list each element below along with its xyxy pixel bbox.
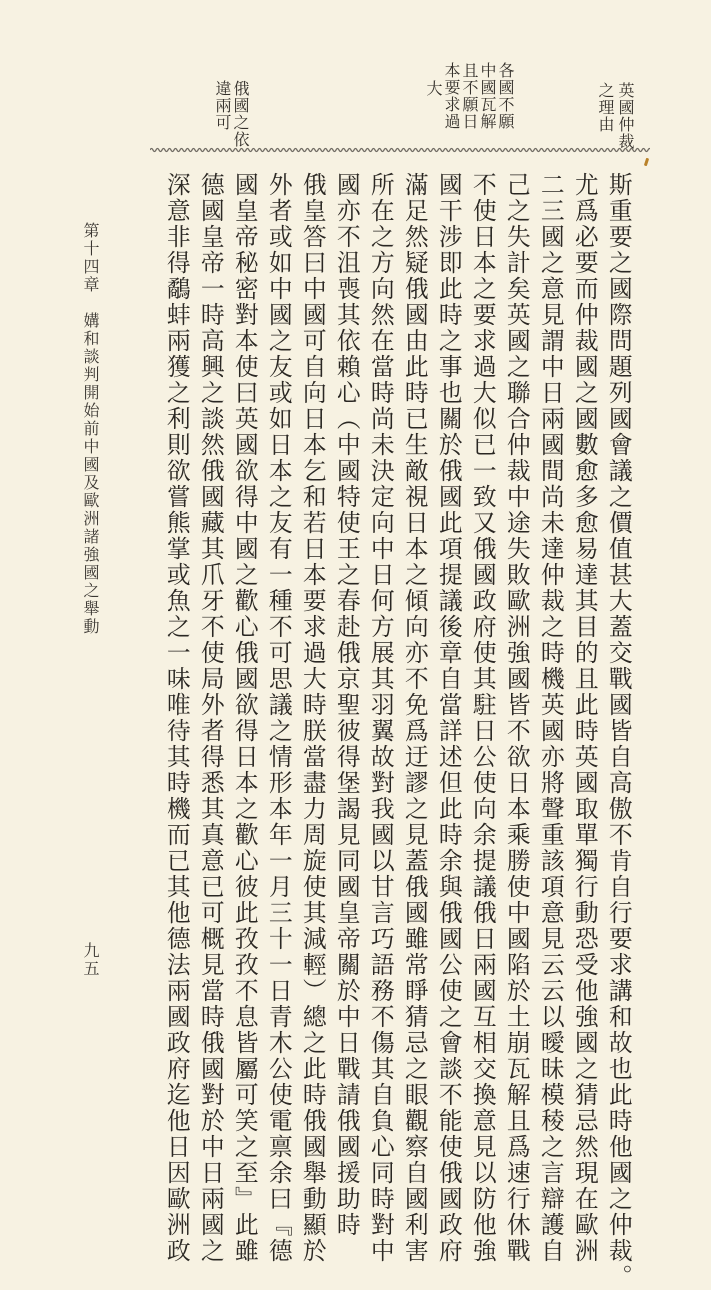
text-column: 斯重要之國際問題列國會議之價值甚大蓋交戰國皆自高傲不肯自行要求講和故也此時他國之仲裁。 (604, 172, 633, 1290)
ink-speck (644, 158, 649, 167)
margin-note: 大 (424, 80, 443, 97)
margin-note: 各國不願 (496, 62, 515, 130)
page-number: 九五 (81, 942, 100, 978)
margin-note: 本要求過 (442, 62, 461, 130)
text-column: 所在之方向然在當時尚未決定向中日何方展其羽翼故對我國以甘言巧語務不傷其自負心同時對中 (366, 172, 395, 1264)
text-column: 滿足然疑俄國由此時已生敵視日本之傾向亦不免爲迂謬之見蓋俄國雖常睜猜忌之眼觀察自國利害 (400, 172, 429, 1264)
text-column: 不使日本之要求過大似已一致又俄國政府使其駐日公使向余提議俄日兩國互相交換意見以防他強 (468, 172, 497, 1264)
text-column: 俄皇答曰中國可自向日本乞和若日本要求過大時朕當盡力周旋使其減輕）總之此時俄國舉動顯於 (298, 172, 327, 1264)
margin-note: 且不願日 (460, 62, 479, 130)
text-column: 己之失計矣英國之聯合仲裁中途失敗歐洲強國皆不欲日本乘勝使中國陷於土崩瓦解且爲速行休戰 (502, 172, 531, 1264)
text-column: 國干涉即此時之事也關於俄國此項提議後章自當詳述但此時余與俄國公使之會談不能使俄國政府 (434, 172, 463, 1264)
text-column: 外者或如中國之友或如日本之友有一種不可思議之情形本年一月三十一日青木公使電禀余曰『德 (264, 172, 293, 1264)
text-column: 國亦不沮喪其依賴心（中國特使王之春赴俄京聖彼得堡謁見同國皇帝關於中日戰請俄國援助時 (332, 172, 361, 1238)
chapter-title: 第十四章 媾和談判開始前中國及歐洲諸強國之舉動 (81, 222, 100, 636)
margin-note: 俄國之依 (231, 80, 250, 148)
margin-note: 違兩可 (213, 80, 232, 131)
wavy-divider (150, 145, 650, 155)
text-column: 德國皇帝一時高興之談然俄國藏其爪牙不使局外者得悉其真意已可概見當時俄國對於中日兩國之 (196, 172, 225, 1264)
margin-note: 英國仲裁 (616, 82, 635, 150)
text-column: 深意非得鷸蚌兩獲之利則欲嘗熊掌或魚之一味唯待其時機而已其他德法兩國政府迄他日因歐洲政 (162, 172, 191, 1264)
text-column: 二三國之意見謂中日兩國間尚未達仲裁之時機英國亦將聲重該項意見云云以曖昧模稜之言辯護自 (536, 172, 565, 1264)
text-column: 尤爲必要而仲裁國之國數愈多愈易達其目的且此時英國取單獨行動恐受他強國之猜忌然現在歐洲 (570, 172, 599, 1264)
margin-note: 之理由 (596, 82, 615, 133)
margin-note: 中國瓦解 (478, 62, 497, 130)
text-column: 國皇帝秘密對本使曰英國欲得中國之歡心俄國欲得日本之歡心彼此孜孜不息皆屬可笑之至』此雖 (230, 172, 259, 1264)
